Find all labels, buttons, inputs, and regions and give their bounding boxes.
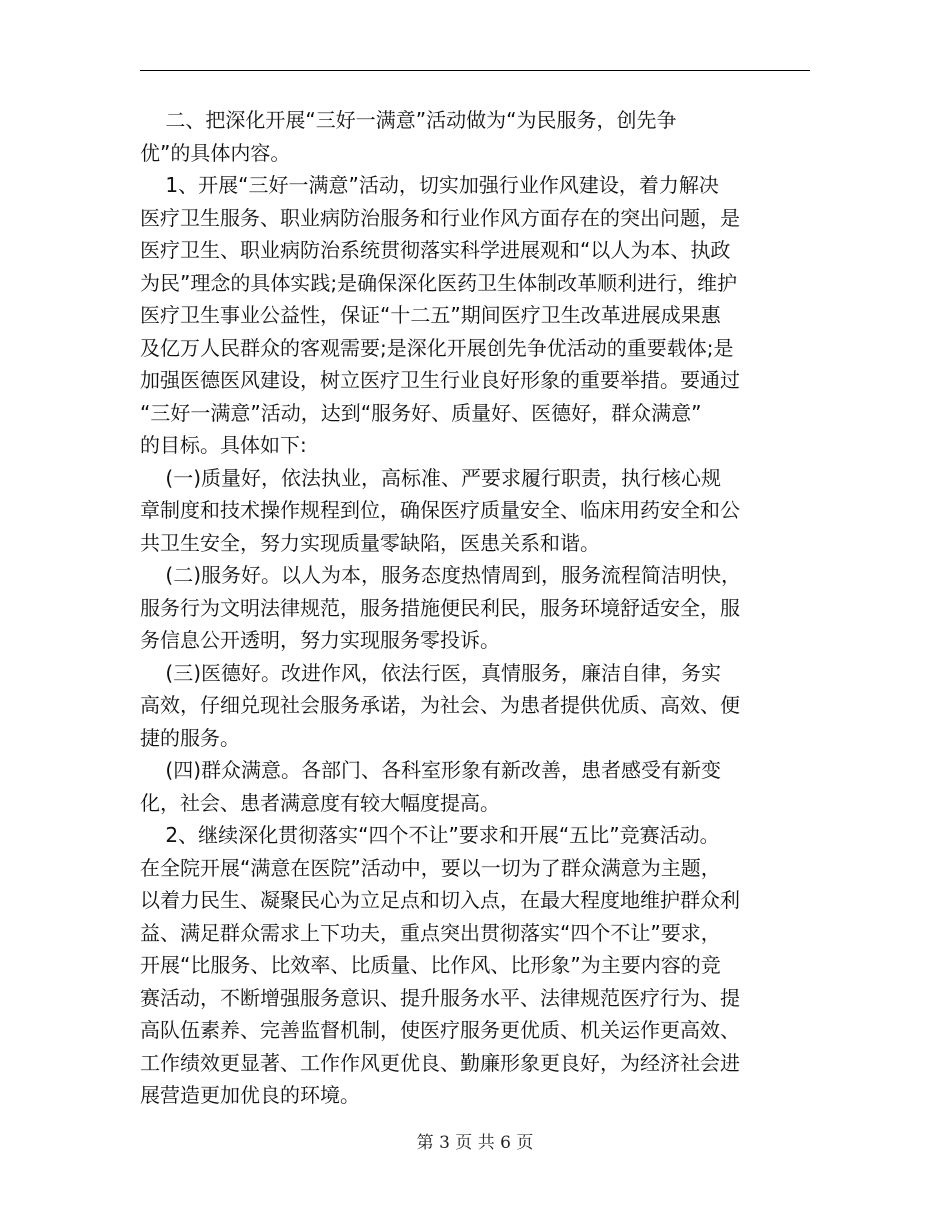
text-line: “三好一满意”活动，达到“服务好、质量好、医德好，群众满意” xyxy=(140,400,702,425)
text-line: 赛活动，不断增强服务意识、提升服务水平、法律规范医疗行为、提 xyxy=(140,985,740,1010)
text-line: 捷的服务。 xyxy=(140,725,240,750)
text-line: (四)群众满意。各部门、各科室形象有新改善，患者感受有新变 xyxy=(140,758,722,782)
text-line: 工作绩效更显著、工作作风更优良、勤廉形象更良好，为经济社会进 xyxy=(140,1050,740,1075)
text-line: (一)质量好，依法执业，高标准、严要求履行职责，执行核心规 xyxy=(140,465,722,490)
text-line: 益、满足群众需求上下功夫，重点突出贯彻落实“四个不让”要求， xyxy=(140,920,721,945)
text-line: (三)医德好。改进作风，依法行医，真情服务，廉洁自律，务实 xyxy=(140,660,722,685)
text-line: 加强医德医风建设，树立医疗卫生行业良好形象的重要举措。要通过 xyxy=(140,368,740,392)
text-line: 医疗卫生、职业病防治系统贯彻落实科学进展观和“以人为本、执政 xyxy=(140,238,731,262)
text-line: 章制度和技术操作规程到位，确保医疗质量安全、临床用药安全和公 xyxy=(140,498,740,522)
text-line: 2、继续深化贯彻落实“四个不让”要求和开展“五比”竞赛活动。 xyxy=(140,823,720,847)
text-line: 二、把深化开展“三好一满意”活动做为“为民服务，创先争 xyxy=(140,108,677,132)
text-line: (二)服务好。以人为本，服务态度热情周到，服务流程简洁明快， xyxy=(140,563,742,587)
text-line: 展营造更加优良的环境。 xyxy=(140,1083,360,1107)
text-line: 及亿万人民群众的客观需要;是深化开展创先争优活动的重要载体;是 xyxy=(140,335,734,360)
text-line: 医疗卫生事业公益性，保证“十二五”期间医疗卫生改革进展成果惠 xyxy=(140,303,721,327)
text-line: 医疗卫生服务、职业病防治服务和行业作风方面存在的突出问题，是 xyxy=(140,205,740,230)
text-line: 1、开展“三好一满意”活动，切实加强行业作风建设，着力解决 xyxy=(140,173,719,197)
text-line: 务信息公开透明，努力实现服务零投诉。 xyxy=(140,628,500,652)
page-footer: 第 3 页 共 6 页 xyxy=(416,1133,534,1153)
text-line: 为民”理念的具体实践;是确保深化医药卫生体制改革顺利进行，维护 xyxy=(140,270,738,295)
text-line: 在全院开展“满意在医院”活动中，要以一切为了群众满意为主题， xyxy=(140,855,721,880)
text-line: 开展“比服务、比效率、比质量、比作风、比形象”为主要内容的竞 xyxy=(140,953,721,977)
text-line: 高效，仔细兑现社会服务承诺，为社会、为患者提供优质、高效、便 xyxy=(140,693,740,717)
text-line: 优”的具体内容。 xyxy=(140,140,291,165)
text-line: 高队伍素养、完善监督机制，使医疗服务更优质、机关运作更高效、 xyxy=(140,1018,740,1042)
text-line: 共卫生安全，努力实现质量零缺陷，医患关系和谐。 xyxy=(140,530,600,555)
text-line: 化，社会、患者满意度有较大幅度提高。 xyxy=(140,790,500,815)
text-line: 服务行为文明法律规范，服务措施便民利民，服务环境舒适安全，服 xyxy=(140,595,740,620)
header-rule xyxy=(140,70,810,71)
document-body xyxy=(140,104,830,1112)
text-line: 以着力民生、凝聚民心为立足点和切入点，在最大程度地维护群众利 xyxy=(140,888,740,912)
text-line: 的目标。具体如下: xyxy=(140,433,307,457)
